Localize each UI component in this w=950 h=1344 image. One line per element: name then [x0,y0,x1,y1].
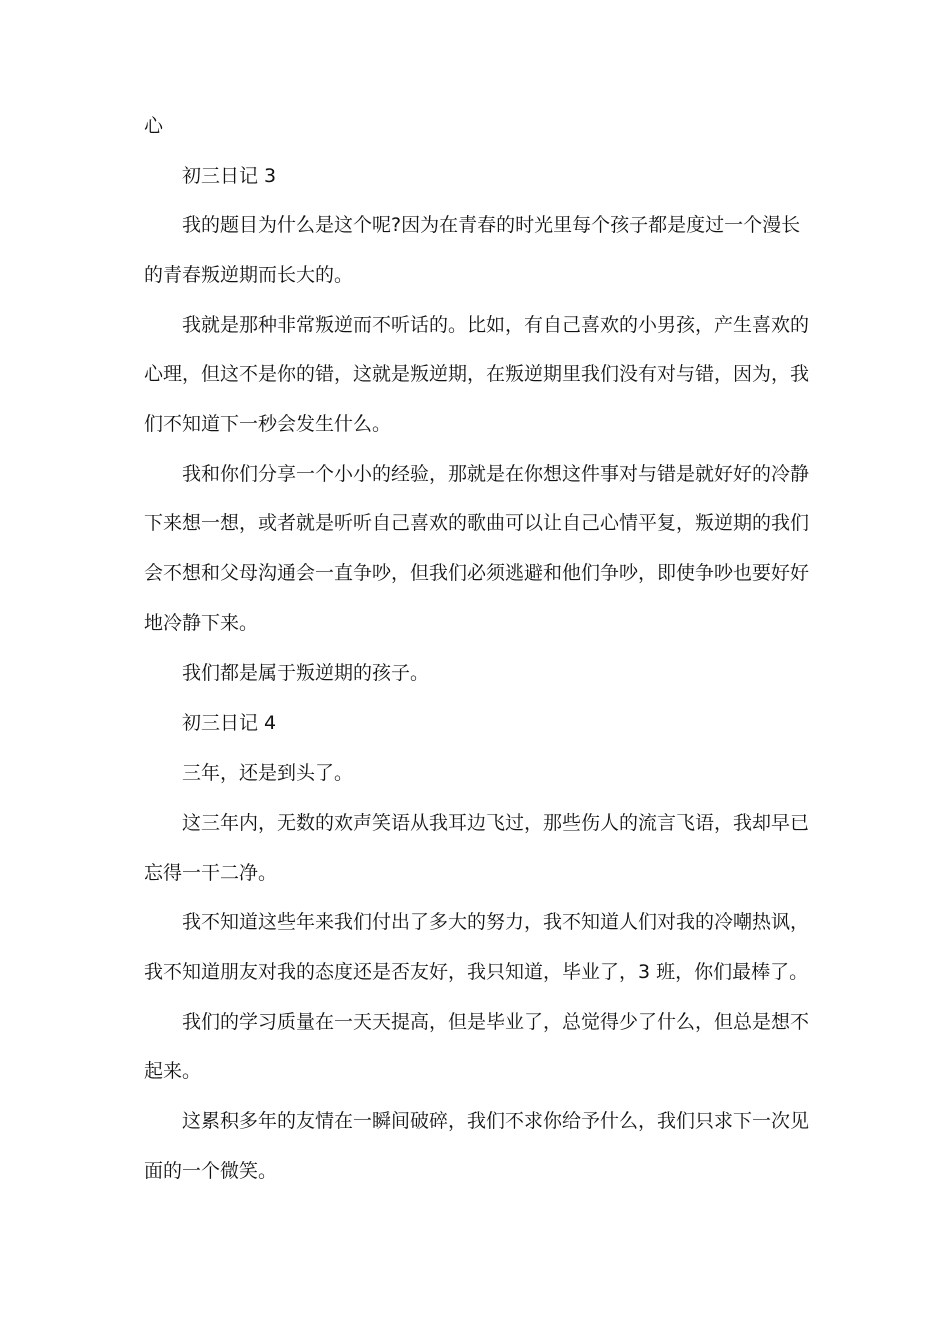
text-line: 三年，还是到头了。 [182,762,354,784]
text-line: 我们都是属于叛逆期的孩子。 [182,662,430,684]
text-line: 我不知道这些年来我们付出了多大的努力，我不知道人们对我的冷嘲热讽， [182,911,810,933]
text-line: 我和你们分享一个小小的经验，那就是在你想这件事对与错是就好好的冷静 [182,463,810,485]
text-line: 地冷静下来。 [144,612,259,634]
text-line: 心 [144,115,164,137]
text-line: 我不知道朋友对我的态度还是否友好，我只知道，毕业了，3 班，你们最棒了。 [144,961,809,983]
text-line: 心理，但这不是你的错，这就是叛逆期，在叛逆期里我们没有对与错，因为，我 [144,363,810,385]
section-heading: 初三日记 4 [182,712,277,734]
text-line: 们不知道下一秒会发生什么。 [144,413,392,435]
text-line: 会不想和父母沟通会一直争吵，但我们必须逃避和他们争吵，即使争吵也要好好 [144,562,810,584]
text-line: 起来。 [144,1060,202,1082]
text-line: 这三年内，无数的欢声笑语从我耳边飞过，那些伤人的流言飞语，我却早已 [182,812,810,834]
text-line: 面的一个微笑。 [144,1160,278,1182]
text-line: 忘得一干二净。 [144,862,278,884]
text-line: 我就是那种非常叛逆而不听话的。比如，有自己喜欢的小男孩，产生喜欢的 [182,314,810,336]
section-heading: 初三日记 3 [182,165,277,187]
text-line: 我的题目为什么是这个呢?因为在青春的时光里每个孩子都是度过一个漫长 [182,214,801,236]
text-line: 这累积多年的友情在一瞬间破碎，我们不求你给予什么，我们只求下一次见 [182,1110,810,1132]
text-line: 的青春叛逆期而长大的。 [144,264,354,286]
text-line: 我们的学习质量在一天天提高，但是毕业了，总觉得少了什么，但总是想不 [182,1011,810,1033]
text-line: 下来想一想，或者就是听听自己喜欢的歌曲可以让自己心情平复，叛逆期的我们 [144,512,810,534]
